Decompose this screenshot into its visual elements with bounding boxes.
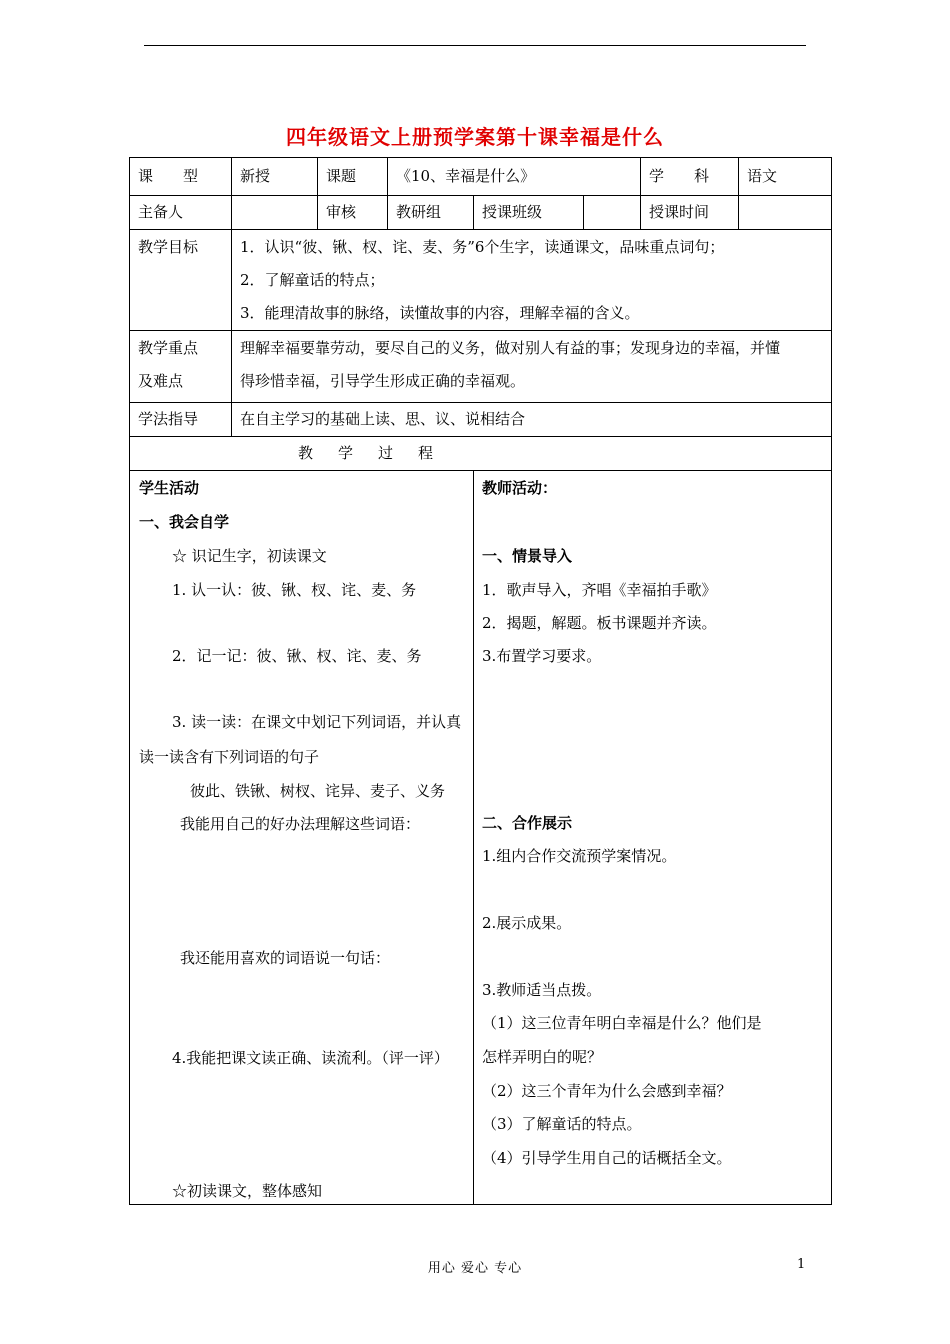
table-row: [130, 158, 832, 196]
student-item: 2．记一记：彼、锹、杈、诧、麦、务: [172, 647, 422, 665]
goals-label: 教学目标: [130, 230, 232, 331]
teacher-item: 1．歌声导入，齐唱《幸福拍手歌》: [482, 581, 717, 599]
table-row: [130, 331, 832, 403]
student-item: 读一读含有下列词语的句子: [139, 748, 320, 766]
star-item: ☆初读课文，整体感知: [172, 1182, 323, 1200]
teacher-activity-cell: [474, 471, 832, 1205]
goal-item: 1．认识“彼、锹、杈、诧、麦、务”6个生字，读通课文，品味重点词句；: [240, 238, 725, 256]
goal-item: 3．能理清故事的脉络，读懂故事的内容，理解幸福的含义。: [240, 304, 640, 322]
topic-label: 课题: [318, 158, 388, 196]
teacher-question: （4）引导学生用自己的话概括全文。: [482, 1149, 732, 1167]
student-heading: 学生活动: [139, 479, 200, 497]
goal-item: 2．了解童话的特点；: [240, 271, 385, 289]
teacher-section-heading: 二、合作展示: [482, 814, 573, 832]
teacher-question: （3）了解童话的特点。: [482, 1115, 642, 1133]
focus-label: 教学重点 及难点: [130, 331, 232, 403]
page-number: 1: [797, 1257, 806, 1272]
table-row: [130, 403, 832, 437]
table-row: [130, 230, 832, 331]
subject-label: 学 科: [641, 158, 739, 196]
class-label: 授课班级: [474, 196, 584, 230]
subject-value: 语文: [739, 158, 832, 196]
teacher-item: 2．揭题，解题。板书课题并齐读。: [482, 614, 717, 632]
process-heading: 教学过程: [130, 437, 832, 471]
student-activity-cell: [130, 471, 474, 1205]
review-label: 审核: [318, 196, 388, 230]
teacher-question: （1）这三位青年明白幸福是什么？他们是: [482, 1014, 762, 1032]
lesson-plan-table: [129, 157, 832, 1205]
preparer-label: 主备人: [130, 196, 232, 230]
time-value: [739, 196, 832, 230]
teacher-question: （2）这三个青年为什么会感到幸福？: [482, 1082, 732, 1100]
method-label: 学法指导: [130, 403, 232, 437]
header-rule: [144, 45, 806, 46]
footer-motto: 用心 爱心 专心: [427, 1261, 523, 1276]
student-item: 1. 认一认：彼、锹、杈、诧、麦、务: [172, 581, 417, 599]
student-prompt: 我能用自己的好办法理解这些词语：: [180, 815, 421, 833]
type-value: 新授: [232, 158, 318, 196]
activity-row: [130, 471, 832, 1205]
teacher-section-heading: 一、情景导入: [482, 547, 573, 565]
time-label: 授课时间: [641, 196, 739, 230]
review-value: 教研组: [388, 196, 474, 230]
table-row: [130, 437, 832, 471]
goals-list: [232, 230, 832, 331]
topic-value: 《10、幸福是什么》: [388, 158, 641, 196]
student-prompt: 我还能用喜欢的词语说一句话：: [180, 949, 391, 967]
teacher-heading: 教师活动：: [482, 479, 558, 497]
star-item: ☆ 识记生字，初读课文: [172, 547, 327, 565]
method-value: 在自主学习的基础上读、思、议、说相结合: [232, 403, 832, 437]
student-section-heading: 一、我会自学: [139, 513, 230, 531]
class-value: [584, 196, 641, 230]
focus-value: 理解幸福要靠劳动，要尽自己的义务，做对别人有益的事；发现身边的幸福，并懂 得珍惜幸福，引导学生形成正确的幸福观。: [232, 331, 832, 403]
teacher-item: 1.组内合作交流预学案情况。: [482, 847, 677, 865]
teacher-question: 怎样弄明白的呢？: [482, 1048, 603, 1066]
word-list: 彼此、铁锹、树杈、诧异、麦子、义务: [190, 782, 446, 800]
preparer-value: [232, 196, 318, 230]
teacher-item: 3.教师适当点拨。: [482, 981, 602, 999]
teacher-item: 2.展示成果。: [482, 914, 572, 932]
table-row: [130, 196, 832, 230]
student-item: 3. 读一读：在课文中划记下列词语，并认真: [172, 713, 462, 731]
type-label: 课 型: [130, 158, 232, 196]
page-title: 四年级语文上册预学案第十课幸福是什么: [286, 125, 664, 149]
teacher-item: 3.布置学习要求。: [482, 647, 602, 665]
student-item: 4.我能把课文读正确、读流利。（评一评）: [172, 1049, 449, 1067]
